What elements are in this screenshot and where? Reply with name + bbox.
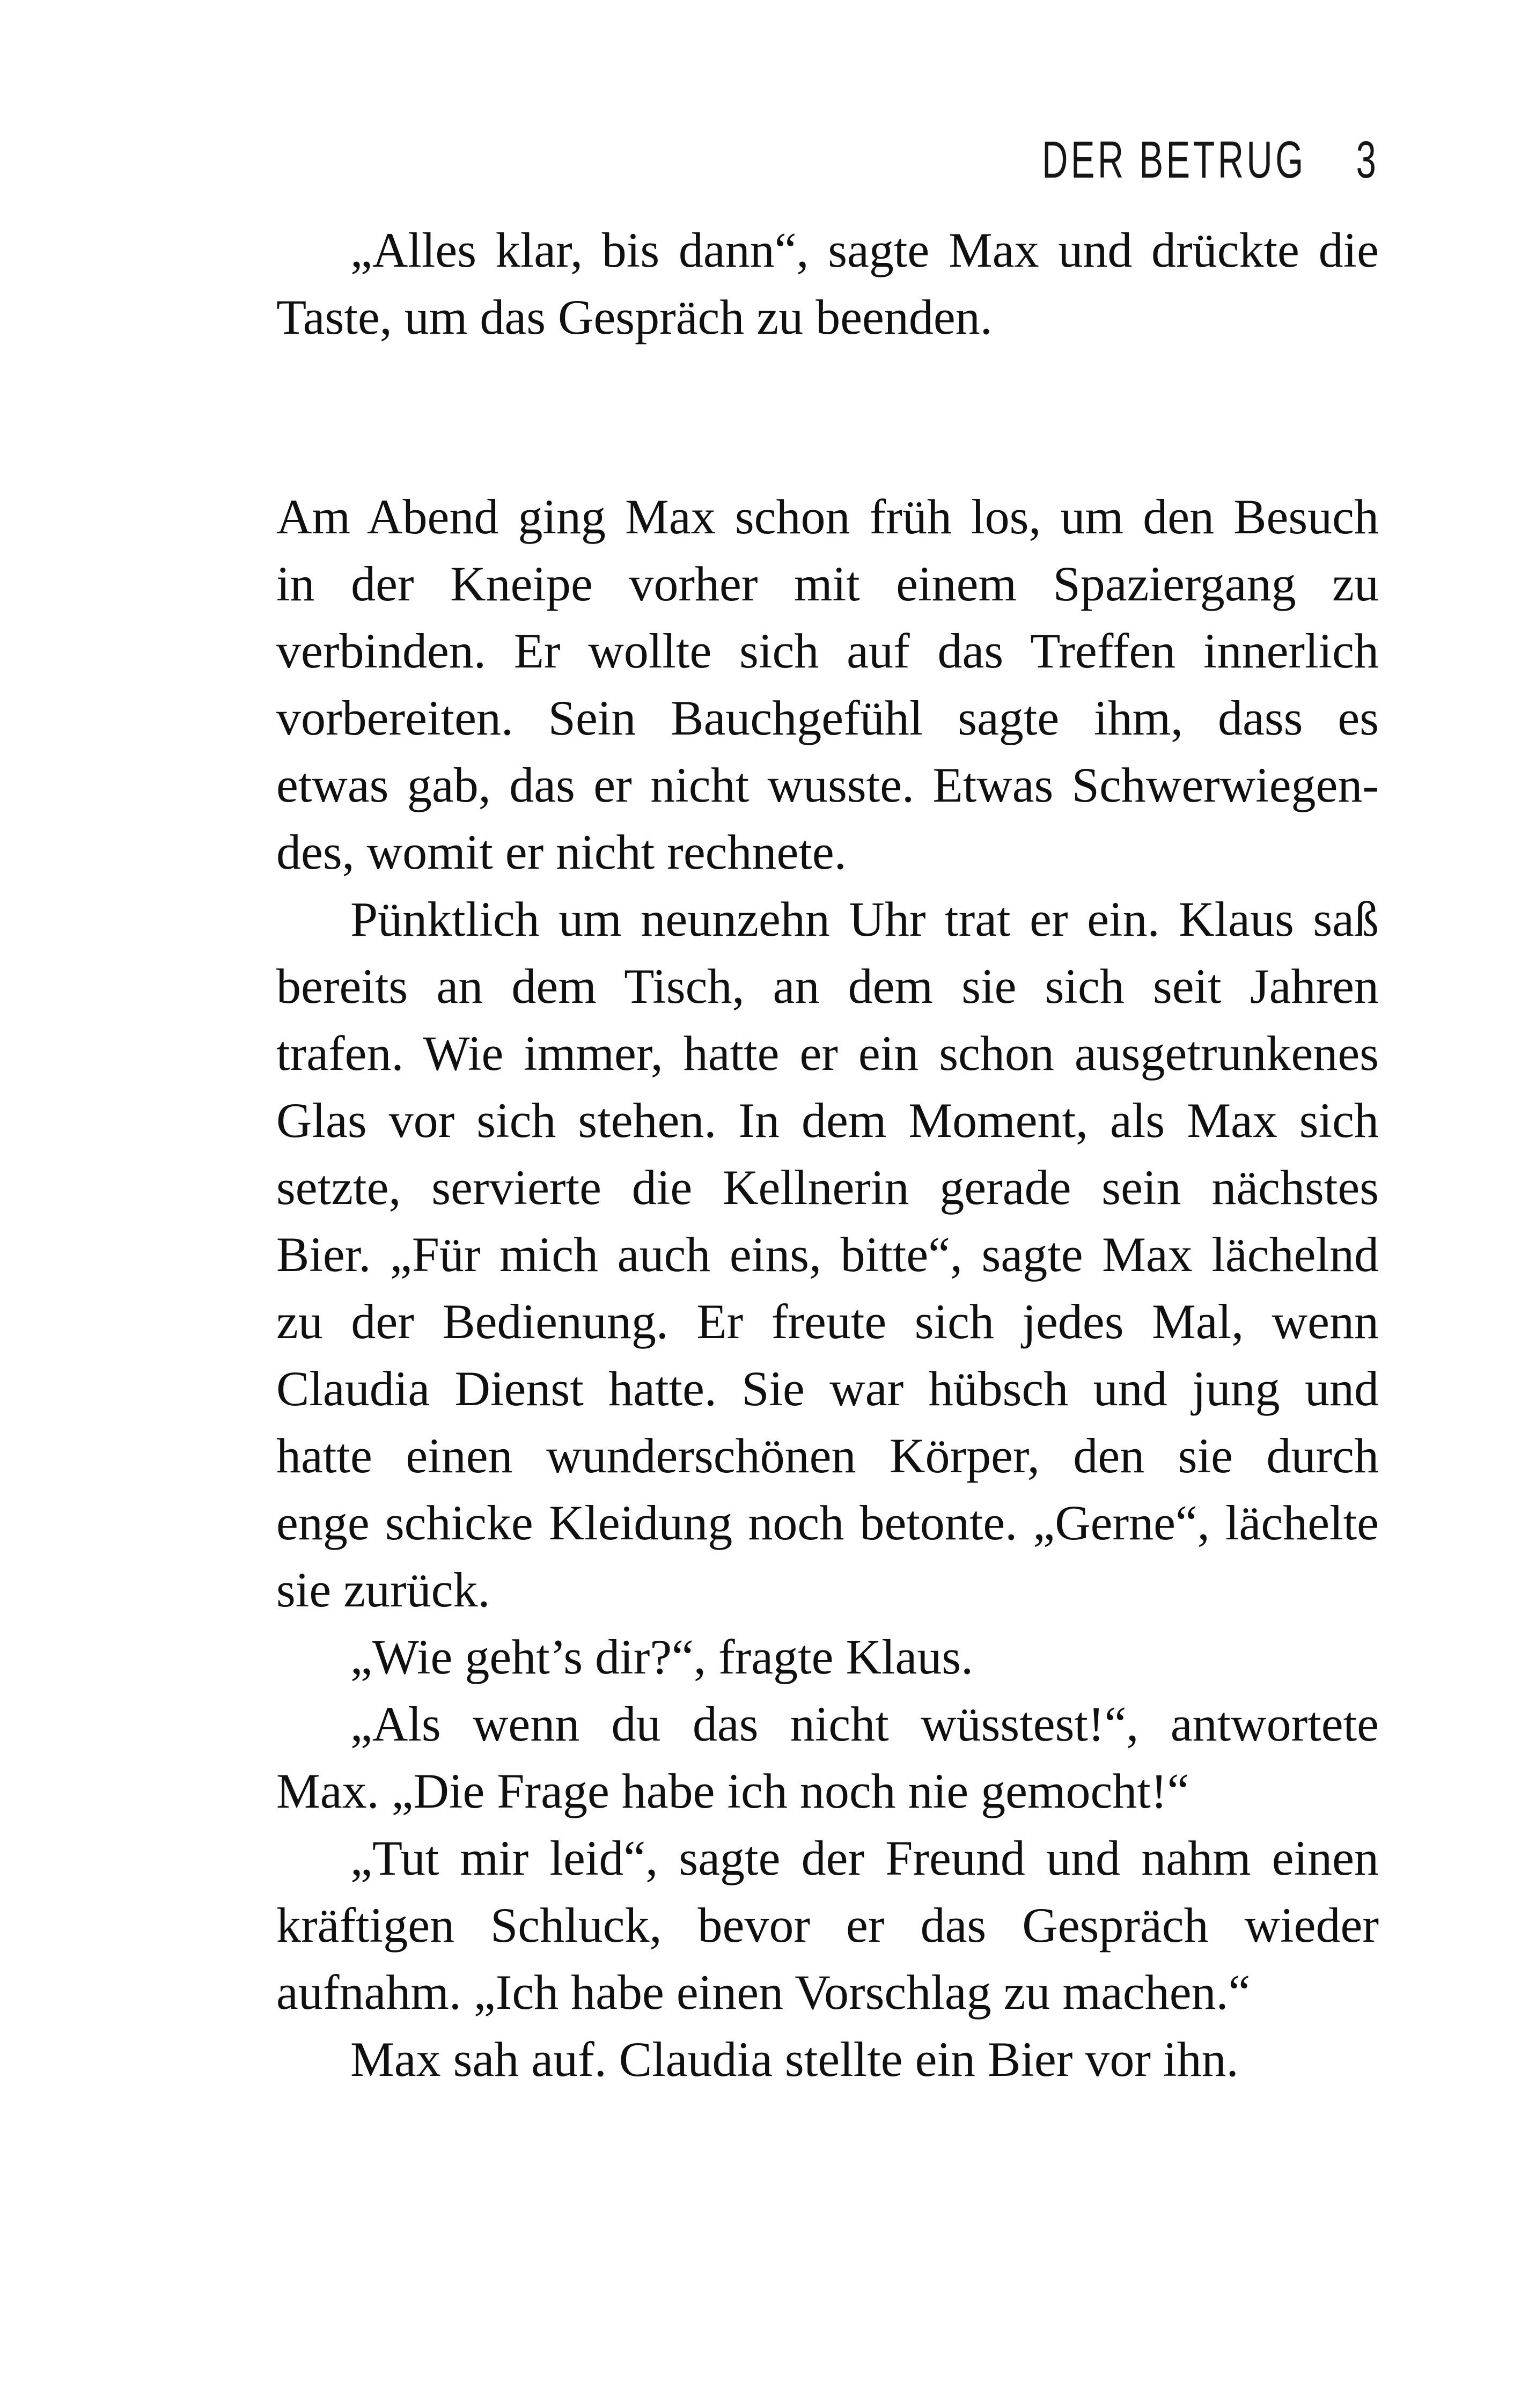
- text-line: Bier. „Für mich auch eins, bitte“, sagte Max lächelnd: [276, 1227, 1379, 1282]
- text-line: Pünktlich um neunzehn Uhr trat er ein. Klaus saß: [350, 892, 1379, 946]
- text-line: des, womit er nicht rechnete.: [276, 825, 847, 879]
- text-line: Glas vor sich stehen. In dem Moment, als Max sich: [276, 1093, 1379, 1148]
- text-line: „Tut mir leid“, sagte der Freund und nahm einen: [350, 1831, 1379, 1885]
- paragraph: [276, 886, 1379, 1624]
- paragraph: [276, 1825, 1379, 2026]
- text-line: trafen. Wie immer, hatte er ein schon ausgetrunkenes: [276, 1026, 1379, 1081]
- text-line: Am Abend ging Max schon früh los, um den Besuch: [276, 489, 1379, 544]
- text-line: etwas gab, das er nicht wusste. Etwas Schwerwiegen-: [276, 758, 1379, 812]
- text-line: Max. „Die Frage habe ich noch nie gemocht!“: [276, 1764, 1189, 1818]
- text-line: Claudia Dienst hatte. Sie war hübsch und jung und: [276, 1361, 1379, 1416]
- text-line: „Als wenn du das nicht wüsstest!“, antwortete: [350, 1697, 1379, 1751]
- body-text: [276, 217, 1379, 2093]
- chapter-title: DER BETRUG: [1041, 130, 1306, 189]
- page-number: 3: [1356, 130, 1379, 189]
- text-line: aufnahm. „Ich habe einen Vorschlag zu machen.“: [276, 1965, 1251, 2020]
- text-line: vorbereiten. Sein Bauchgefühl sagte ihm, dass es: [276, 691, 1379, 745]
- text-line: kräftigen Schluck, bevor er das Gespräch wieder: [276, 1898, 1379, 1952]
- paragraph: [276, 483, 1379, 886]
- paragraph: [276, 1624, 1379, 1691]
- running-head: [1041, 130, 1379, 189]
- page-header: [276, 130, 1379, 189]
- text-line: „Alles klar, bis dann“, sagte Max und drückte die: [350, 223, 1379, 277]
- text-line: bereits an dem Tisch, an dem sie sich seit Jahren: [276, 959, 1379, 1014]
- text-line: setzte, servierte die Kellnerin gerade sein nächstes: [276, 1160, 1379, 1215]
- text-line: enge schicke Kleidung noch betonte. „Gerne“, lächelte: [276, 1495, 1379, 1550]
- text-line: Max sah auf. Claudia stellte ein Bier vor ihn.: [350, 2032, 1239, 2087]
- paragraph: [276, 1691, 1379, 1825]
- text-line: hatte einen wunderschönen Körper, den sie durch: [276, 1428, 1379, 1483]
- text-line: verbinden. Er wollte sich auf das Treffen innerlich: [276, 623, 1379, 678]
- paragraph: [276, 2026, 1379, 2093]
- text-line: in der Kneipe vorher mit einem Spaziergang zu: [276, 556, 1379, 611]
- text-line: Taste, um das Gespräch zu beenden.: [276, 290, 993, 344]
- paragraph: [276, 217, 1379, 351]
- text-line: „Wie geht’s dir?“, fragte Klaus.: [350, 1629, 974, 1684]
- text-line: zu der Bedienung. Er freute sich jedes Mal, wenn: [276, 1294, 1379, 1349]
- text-line: sie zurück.: [276, 1562, 490, 1617]
